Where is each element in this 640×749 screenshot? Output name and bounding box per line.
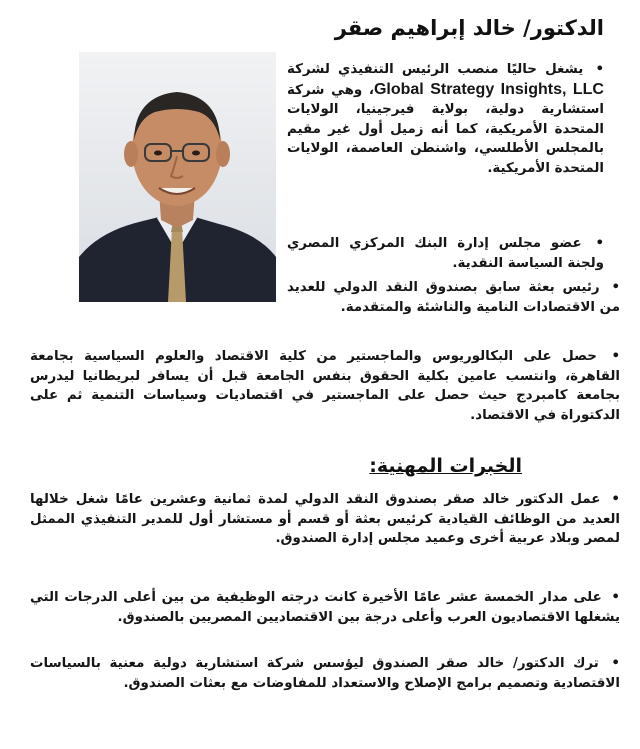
bullet-icon: •	[611, 492, 620, 507]
bio-item-education	[30, 347, 620, 425]
experience-item-grade	[30, 588, 620, 627]
experience-item-consulting-firm	[30, 654, 620, 693]
bio-text: ، وهي شركة استشارية دولية، بولاية فيرجينيا، الولايات المتحدة الأمريكية، كما أنه زميل أول غير مقيم بالمجلس الأطلسي، واشنطن العاصمة، الولايات المتحدة الأمريكية.	[287, 82, 604, 176]
bullet-icon: •	[611, 656, 620, 671]
bullet-icon: •	[611, 349, 620, 364]
experience-text: على مدار الخمسة عشر عامًا الأخيرة كانت درجته الوظيفية من بين أعلى الدرجات التي يشغلها الاقتصاديون العرب وأعلى درجة بين الاقتصاديين المصريين بالصندوق.	[30, 590, 620, 625]
bio-item-imf-mission	[287, 278, 620, 317]
bio-item-central-bank	[287, 234, 604, 273]
bullet-icon: •	[611, 280, 620, 295]
bio-item-current-position	[287, 60, 604, 178]
page-title: الدكتور/ خالد إبراهيم صقر	[334, 16, 604, 40]
section-heading-experience: الخبرات المهنية:	[369, 455, 522, 477]
bio-text: حصل على البكالوريوس والماجستير من كلية الاقتصاد والعلوم السياسية بجامعة القاهرة، وانتسب عامين بكلية الحقوق بنفس الجامعة قبل أن يسافر لبريطانيا ليدرس بجامعة كامبردج حيث حصل على الماجستير في اقتصاديات وسياسات التنمية ثم على الدكتوراة في الاقتصاد.	[30, 349, 620, 423]
experience-text: ترك الدكتور/ خالد صقر الصندوق ليؤسس شركة استشارية دولية معنية بالسياسات الاقتصادية وتصميم برامج الإصلاح والاستعداد للمفاوضات مع بعثات الصندوق.	[30, 656, 620, 691]
experience-item-imf-career	[30, 490, 620, 549]
portrait-photo	[79, 52, 276, 302]
bio-text: رئيس بعثة سابق بصندوق النقد الدولي للعديد من الاقتصادات النامية والناشئة والمتقدمة.	[287, 280, 620, 315]
bullet-icon: •	[595, 62, 604, 77]
bio-text: يشغل حاليًا منصب الرئيس التنفيذي لشركة	[287, 62, 584, 77]
bullet-icon: •	[611, 590, 620, 605]
portrait-illustration	[79, 52, 276, 302]
bullet-icon: •	[595, 236, 604, 251]
experience-text: عمل الدكتور خالد صقر بصندوق النقد الدولي لمدة ثمانية وعشرين عامًا شغل خلالها العديد من الوظائف القيادية كرئيس بعثة أو قسم أو مستشار أول للمدير التنفيذي الممثل لمصر وبلاد عربية أخرى وعميد مجلس إدارة الصندوق.	[30, 492, 620, 546]
bio-text: عضو مجلس إدارة البنك المركزي المصري ولجنة السياسة النقدية.	[287, 236, 604, 271]
company-name: Global Strategy Insights, LLC	[373, 80, 604, 98]
